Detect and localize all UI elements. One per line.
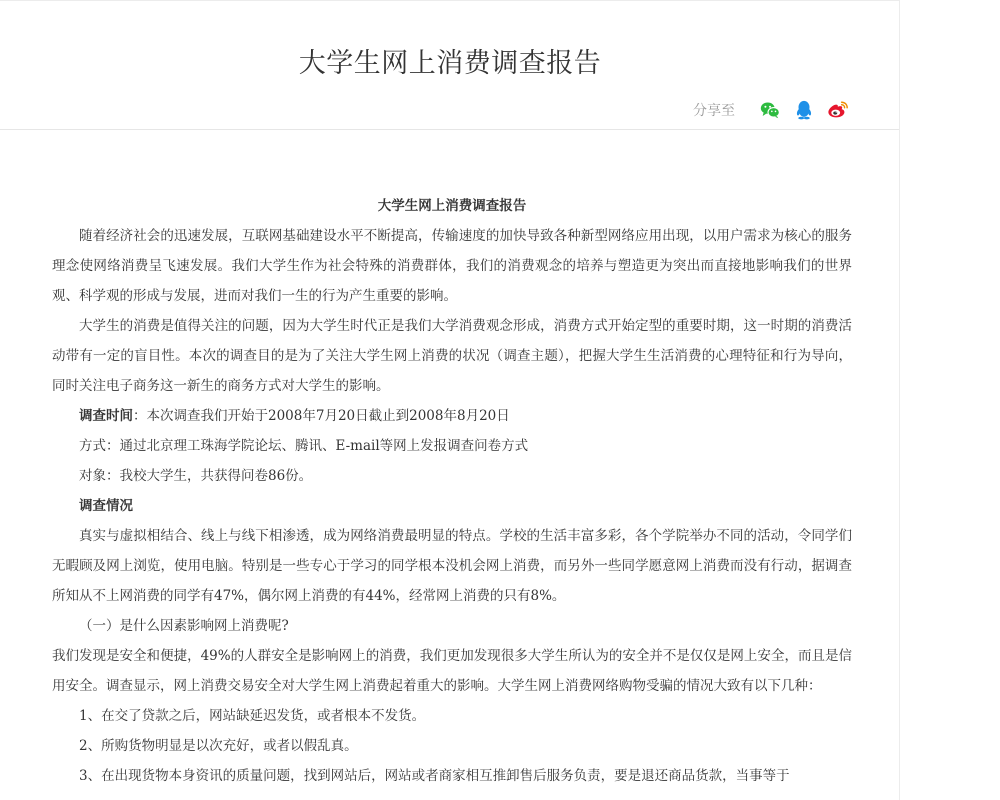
situation-heading-text: 调查情况 (79, 498, 133, 514)
list-item-1: 1、在交了贷款之后，网站缺延迟发货，或者根本不发货。 (79, 708, 426, 724)
list-item-3: 3、在出现货物本身资讯的质量问题，找到网站后，网站或者商家相互推卸售后服务负责，要是退还商品货款，当事等于 (79, 768, 790, 784)
paragraph-situation: 真实与虚拟相结合、线上与线下相渗透，成为网络消费最明显的特点。学校的生活丰富多彩，各个学院举办不同的活动，令同学们无暇顾及网上浏览，使用电脑。特别是一些专心于学习的同学根本没机会网上消费，而另外一些同学愿意网上消费而没有行动，据调查所知从不上网消费的同学有47%，偶尔网上消费的有44%，经常网上消费的只有8%。 (52, 528, 852, 604)
list-item-2: 2、所购货物明显是以次充好，或者以假乱真。 (79, 738, 358, 754)
share-label: 分享至 (693, 103, 735, 119)
question-heading: （一）是什么因素影响网上消费呢? (79, 618, 289, 634)
article-heading: 大学生网上消费调查报告 (377, 198, 527, 214)
paragraph-intro: 随着经济社会的迅速发展，互联网基础建设水平不断提高，传输速度的加快导致各种新型网络应用出现，以用户需求为核心的服务理念使网络消费呈飞速发展。我们大学生作为社会特殊的消费群体，我们的消费观念的培养与塑造更为突出而直接地影响我们的世界观、科学观的形成与发展，进而对我们一生的行为产生重要的影响。 (52, 228, 852, 304)
paragraph-factors: 我们发现是安全和便捷，49%的人群安全是影响网上的消费，我们更加发现很多大学生所认为的安全并不是仅仅是网上安全，而且是信用安全。调查显示，网上消费交易安全对大学生网上消费起着重大的影响。大学生网上消费网络购物受骗的情况大致有以下几种： (52, 648, 852, 694)
survey-method: 方式：通过北京理工珠海学院论坛、腾讯、E-mail等网上发报调查问卷方式 (79, 438, 529, 454)
article-header (0, 1, 899, 130)
wechat-icon[interactable] (759, 99, 781, 121)
qq-icon[interactable] (793, 99, 815, 121)
survey-object: 对象：我校大学生，共获得问卷86份。 (79, 468, 313, 484)
survey-time (52, 401, 852, 431)
survey-time-label: 调查时间 (79, 408, 133, 424)
article-body (52, 191, 852, 791)
situation-heading (52, 491, 852, 521)
share-bar (693, 98, 849, 122)
paragraph-purpose: 大学生的消费是值得关注的问题，因为大学生时代正是我们大学消费观念形成，消费方式开始定型的重要时期，这一时期的消费活动带有一定的盲目性。本次的调查目的是为了关注大学生网上消费的状况（调查主题），把握大学生生活消费的心理特征和行为导向，同时关注电子商务这一新生的商务方式对大学生的影响。 (52, 318, 852, 394)
weibo-icon[interactable] (827, 99, 849, 121)
page-title: 大学生网上消费调查报告 (298, 48, 602, 79)
survey-time-text: ：本次调查我们开始于2008年7月20日截止到2008年8月20日 (133, 408, 510, 424)
